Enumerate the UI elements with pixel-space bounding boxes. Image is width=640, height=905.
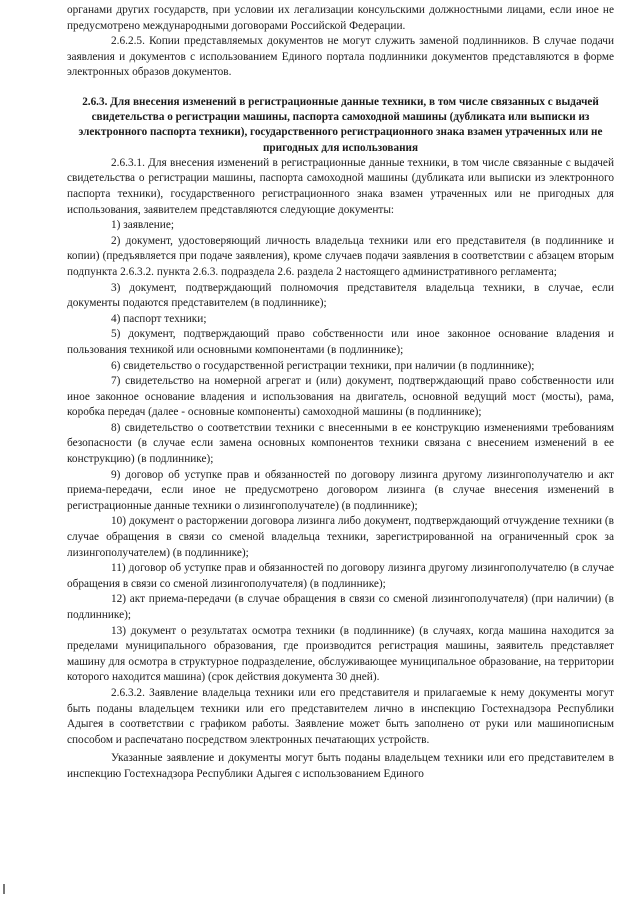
list-item: 1) заявление; [111,219,174,232]
list-item: 5) документ, подтверждающий право собственности или иное законное основание владения и пользования техникой или основными компонентами (в подлиннике); [67,328,614,356]
paragraph-final: Указанные заявление и документы могут быть поданы владельцем техники или его представителем в инспекцию Гостехнадзора Республики Адыгея с использованием Единого [67,752,614,780]
list-item: 7) свидетельство на номерной агрегат и (или) документ, подтверждающий право собственности или иное законное основание владения и использования на двигатель, основной ведущий мост (мосты), рама, коробка передач (далее - основные компоненты) самоходной машины (в подлиннике); [67,375,614,419]
list-item: 13) документ о результатах осмотра техники (в подлиннике) (в случаях, когда машина находится за пределами муниципального образования, где производится регистрация машины, заявитель представляет машину для осмотра в структурное подразделение, обслуживающее муниципальное образование, на территории которого находится машина) (срок действия документа 30 дней). [67,624,614,684]
list-item: 11) договор об уступке прав и обязанностей по договору лизинга другому лизингополучателю (в случае обращения в связи со сменой лизингополучателя) (в подлиннике); [67,562,614,590]
list-item: 4) паспорт техники; [111,312,207,325]
list-item: 2) документ, удостоверяющий личность владельца техники или его представителя (в подлиннике и копии) (предъявляется при подаче заявления), кроме случаев подачи заявления в соответствии с абзацем вторым подпункта 2.6.3.2. пункта 2.6.3. подраздела 2.6. раздела 2 настоящего административного регламента; [67,234,614,278]
section-gap [67,81,614,95]
paragraph-2-6-2-5: 2.6.2.5. Копии представляемых документов не могут служить заменой подлинников. В случае подачи заявления и документов с использованием Единого портала подлинники документов представляются в форме электронных образов документов. [67,35,614,79]
margin-mark [3,884,5,894]
paragraph-2-6-3-1: 2.6.3.1. Для внесения изменений в регистрационные данные техники, в том числе связанные с выдачей свидетельства о регистрации машины, паспорта самоходной машины (дубликата или выписки из электронного паспорта техники), государственного регистрационного знака взамен утраченных или не пригодных для использования, заявителем представляются следующие документы: [67,156,614,216]
list-item: 9) договор об уступке прав и обязанностей по договору лизинга другому лизингополучателю и акт приема-передачи, если иное не предусмотрено договором лизинга (в случае внесения изменений в регистрационные данные техники о лизингополучателе) (в подлиннике); [67,468,614,512]
list-item: 10) документ о расторжении договора лизинга либо документ, подтверждающий отчуждение техники (в случае обращения в связи со сменой владельца техники, зарегистрированной на ограниченный срок за лизингополучателем) (в подлиннике); [67,515,614,559]
paragraph-2-6-3-2: 2.6.3.2. Заявление владельца техники или его представителя и прилагаемые к нему документы могут быть поданы владельцем техники или его представителем лично в инспекцию Гостехнадзора Республики Адыгея в соответствии с графиком работы. Заявление может быть заполнено от руки или машинописным способом и распечатано посредством электронных печатающих устройств. [67,686,614,746]
list-item: 8) свидетельство о соответствии техники с внесенными в ее конструкцию изменениями требованиям безопасности (в случае если замена основных компонентов техники связана с внесением изменений в ее конструкцию) (в подлиннике); [67,421,614,466]
list-item: 3) документ, подтверждающий полномочия представителя владельца техники, в случае, если документы подаются представителем (в подлиннике); [67,281,614,310]
list-item: 12) акт приема-передачи (в случае обращения в связи со сменой лизингополучателя) (при наличии) (в подлиннике); [67,593,614,621]
list-item: 6) свидетельство о государственной регистрации техники, при наличии (в подлиннике); [111,359,535,372]
paragraph-legalization: органами других государств, при условии их легализации консульскими должностными лицами, если иное не предусмотрено международными договорами Российской Федерации. [67,4,614,32]
section-heading-2-6-3: 2.6.3. Для внесения изменений в регистрационные данные техники, в том числе связанных с выдачей свидетельства о регистрации машины, паспорта самоходной машины (дубликата или выписки из электронного паспорта техники), государственного регистрационного знака взамен утраченных или не пригодных для использования [78,95,603,154]
